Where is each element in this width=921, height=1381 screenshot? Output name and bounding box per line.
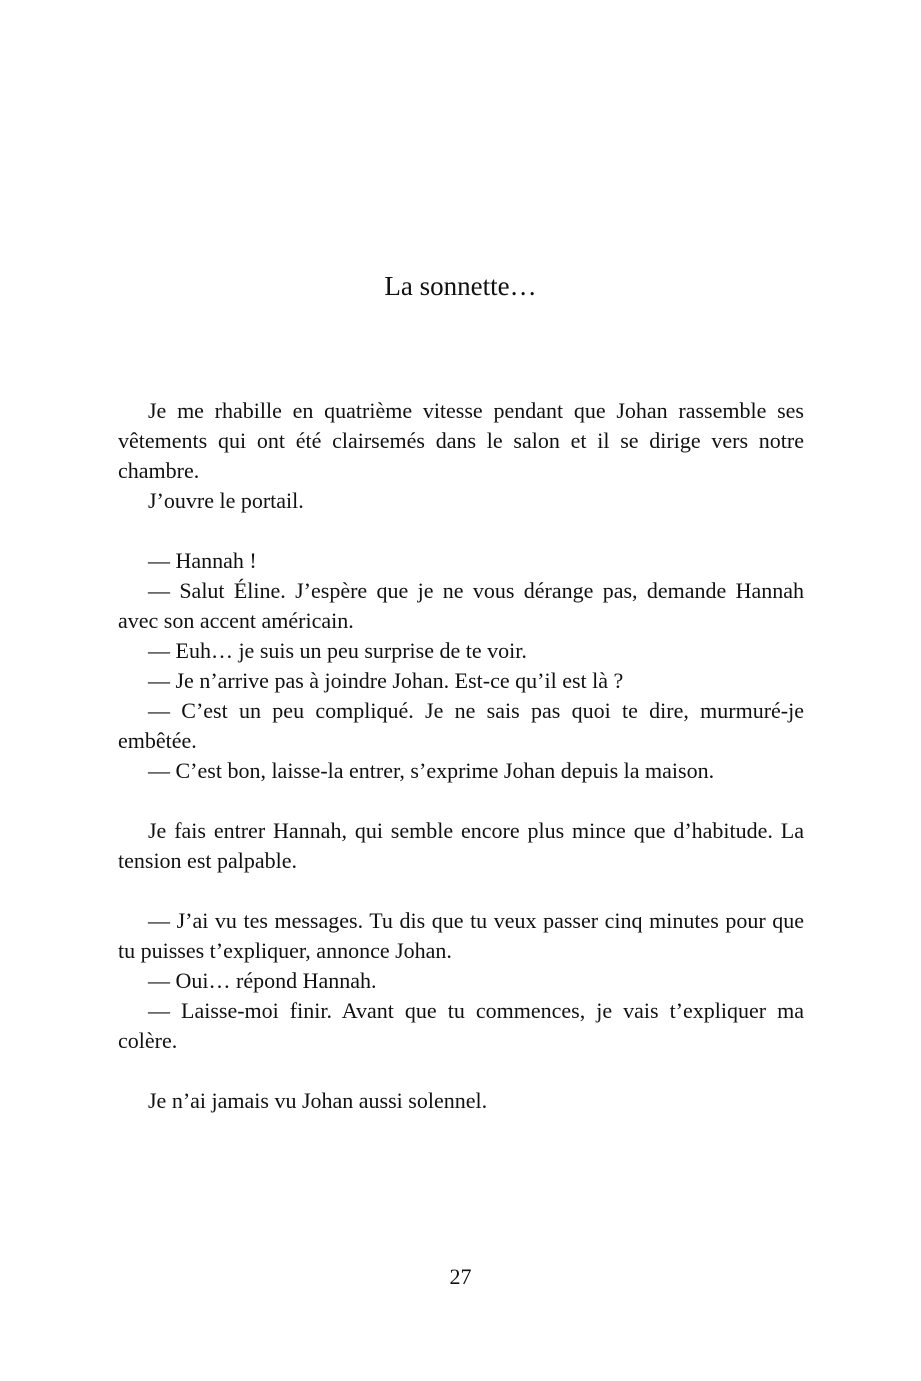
dialogue-line: — C’est bon, laisse-la entrer, s’exprime Johan depuis la maison. [148,758,715,783]
dialogue-line: — Je n’arrive pas à joindre Johan. Est-ce qu’il est là ? [148,668,624,693]
page-number: 27 [449,1264,472,1289]
paragraph: J’ouvre le portail. [148,488,304,513]
paragraph-spacer [118,516,804,546]
paragraph: Je fais entrer Hannah, qui semble encore plus mince que d’habitude. La tension est palpable. [118,818,804,873]
dialogue-line: — Hannah ! [148,548,257,573]
paragraph: Je n’ai jamais vu Johan aussi solennel. [148,1088,488,1113]
paragraph-spacer [118,876,804,906]
dialogue-line: — Euh… je suis un peu surprise de te voir. [148,638,527,663]
paragraph: Je me rhabille en quatrième vitesse pendant que Johan rassemble ses vêtements qui ont été clairsemés dans le salon et il se dirige vers notre chambre. [118,398,804,483]
dialogue-line: — C’est un peu compliqué. Je ne sais pas quoi te dire, murmuré-je embêtée. [118,698,804,753]
dialogue-line: — Laisse-moi finir. Avant que tu commences, je vais t’expliquer ma colère. [118,998,804,1053]
chapter-title: La sonnette… [384,271,537,301]
paragraph-spacer [118,1056,804,1086]
dialogue-line: — Salut Éline. J’espère que je ne vous dérange pas, demande Hannah avec son accent américain. [118,578,804,633]
dialogue-line: — Oui… répond Hannah. [148,968,377,993]
paragraph-spacer [118,786,804,816]
body-text [118,396,804,1116]
dialogue-line: — J’ai vu tes messages. Tu dis que tu veux passer cinq minutes pour que tu puisses t’expliquer, annonce Johan. [118,908,804,963]
